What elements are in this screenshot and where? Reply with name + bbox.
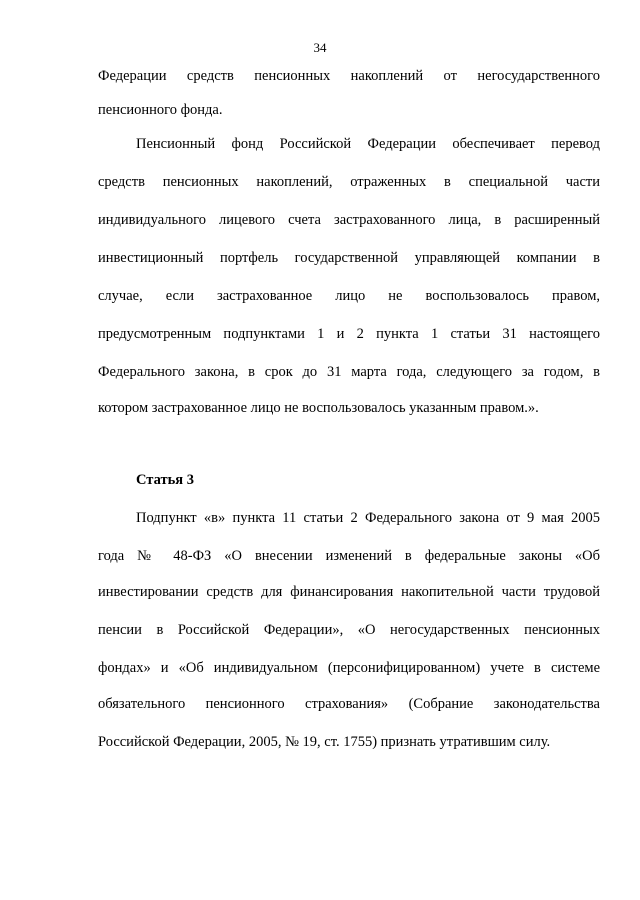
text-line: случае, если застрахованное лицо не воспользовалось правом,: [98, 288, 600, 304]
text-line: Российской Федерации, 2005, № 19, ст. 1755) признать утратившим силу.: [98, 734, 551, 750]
page-number: 34: [313, 40, 327, 55]
text-line: предусмотренным подпунктами 1 и 2 пункта 1 статьи 31 настоящего: [98, 326, 600, 342]
text-line: фондах» и «Об индивидуальном (персонифицированном) учете в системе: [98, 660, 600, 676]
text-line: Федерального закона, в срок до 31 марта года, следующего за годом, в: [98, 364, 600, 380]
text-line: Федерации средств пенсионных накоплений от негосударственного: [98, 68, 600, 84]
text-line: индивидуального лицевого счета застрахованного лица, в расширенный: [98, 212, 600, 228]
text-line: Подпункт «в» пункта 11 статьи 2 Федерального закона от 9 мая 2005: [136, 510, 600, 526]
text-line: инвестиционный портфель государственной управляющей компании в: [98, 250, 600, 266]
article-heading: Статья 3: [136, 472, 194, 488]
text-line: котором застрахованное лицо не воспользовалось указанным правом.».: [98, 400, 539, 416]
text-line: года № 48-ФЗ «О внесении изменений в федеральные законы «Об: [98, 548, 600, 564]
text-line: пенсии в Российской Федерации», «О негосударственных пенсионных: [98, 622, 600, 638]
text-line: обязательного пенсионного страхования» (Собрание законодательства: [98, 696, 600, 712]
text-line: Пенсионный фонд Российской Федерации обеспечивает перевод: [136, 136, 600, 152]
text-line: пенсионного фонда.: [98, 102, 223, 118]
text-line: инвестировании средств для финансирования накопительной части трудовой: [98, 584, 600, 600]
text-line: средств пенсионных накоплений, отраженных в специальной части: [98, 174, 600, 190]
